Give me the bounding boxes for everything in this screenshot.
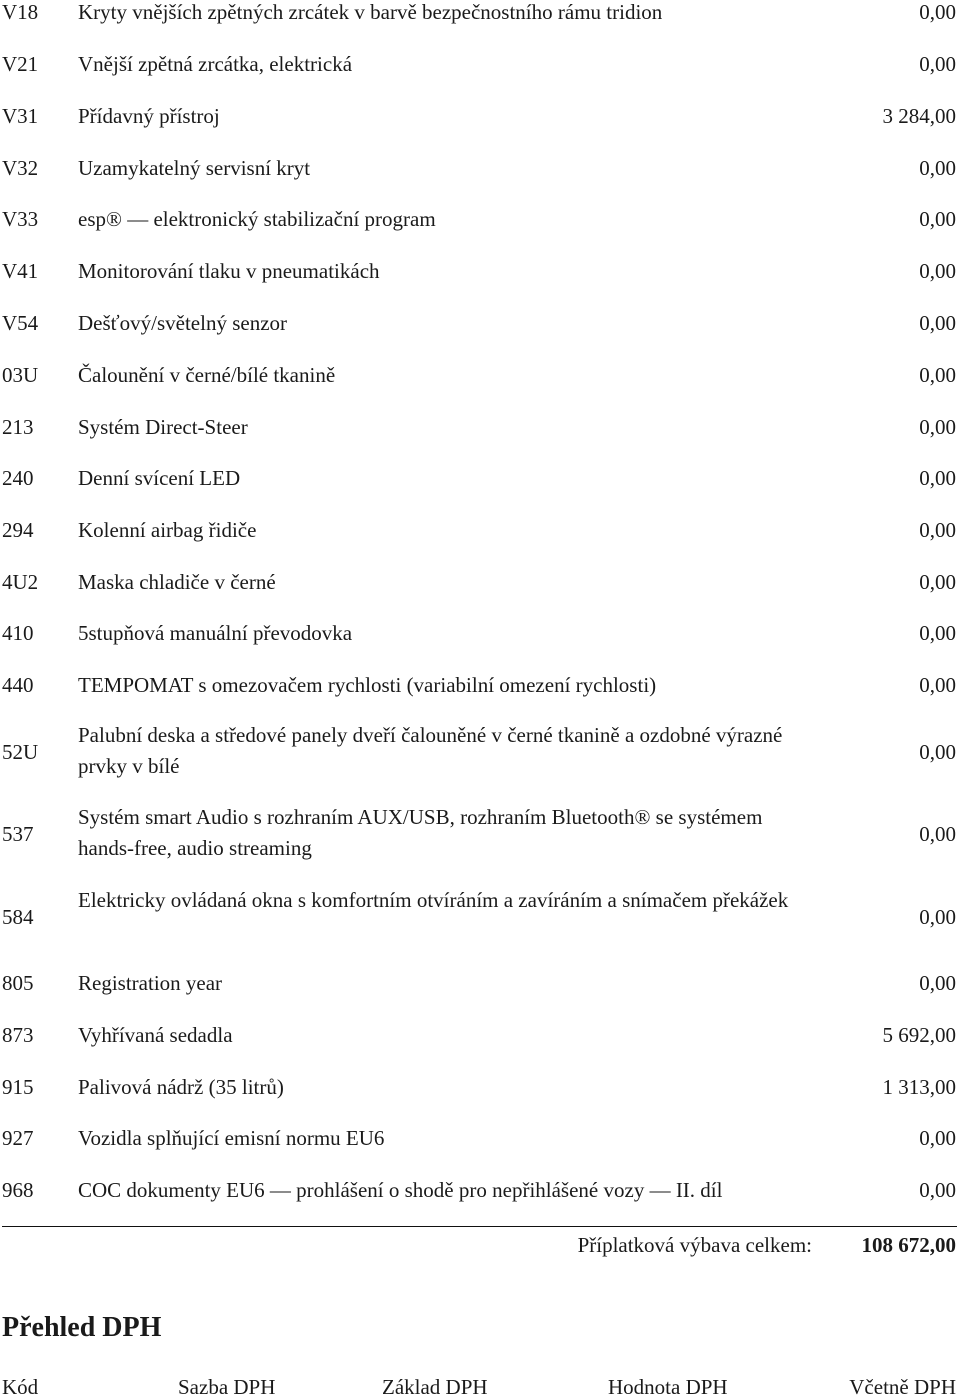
option-description: Přídavný přístroj [78,104,220,128]
option-price: 0,00 [919,466,956,490]
option-row [0,466,960,496]
option-code: V54 [2,311,39,335]
option-description: 5stupňová manuální převodovka [78,621,353,645]
option-row [0,621,960,651]
option-row [0,207,960,237]
option-description: Systém smart Audio s rozhraním AUX/USB, rozhraním Bluetooth® se systémem hands-free, audio streaming [78,805,763,860]
option-price: 0,00 [919,52,956,76]
option-row [0,52,960,82]
option-code: 927 [2,1126,34,1150]
option-price: 0,00 [919,570,956,594]
option-description: Palubní deska a středové panely dveří čalouněné v černé tkanině a ozdobné výrazné prvky v bílé [78,723,783,778]
option-code: 03U [2,363,39,387]
option-row [0,104,960,134]
option-price: 0,00 [919,311,956,335]
option-row [0,259,960,289]
option-row [0,806,960,870]
option-description: Denní svícení LED [78,466,241,490]
option-code: V31 [2,104,39,128]
option-description: TEMPOMAT s omezovačem rychlosti (variabilní omezení rychlosti) [78,673,657,697]
option-code: 584 [2,905,34,929]
option-row [0,724,960,788]
vat-header-total: Včetně DPH [849,1375,956,1399]
option-price: 0,00 [919,1178,956,1202]
option-description: Čalounění v černé/bílé tkanině [78,363,336,387]
total-divider [2,1226,957,1227]
vat-header-base: Základ DPH [382,1375,488,1399]
option-description: Uzamykatelný servisní kryt [78,156,311,180]
option-code: 915 [2,1075,34,1099]
option-row [0,363,960,393]
option-code: 537 [2,822,34,846]
vat-header-code: Kód [2,1375,39,1399]
option-description: Elektricky ovládaná okna s komfortním otvíráním a zavíráním a snímačem překážek [78,888,789,912]
option-code: 52U [2,740,39,764]
option-description: Kolenní airbag řidiče [78,518,257,542]
option-description: Maska chladiče v černé [78,570,276,594]
option-description: Vozidla splňující emisní normu EU6 [78,1126,385,1150]
option-description: Registration year [78,971,223,995]
total-value: 108 672,00 [861,1233,956,1257]
option-description: esp® — elektronický stabilizační program [78,207,436,231]
option-price: 0,00 [919,363,956,387]
option-price: 0,00 [919,259,956,283]
option-row [0,1075,960,1105]
option-row [0,518,960,548]
option-row [0,1178,960,1208]
option-price: 1 313,00 [882,1075,956,1099]
option-code: 294 [2,518,34,542]
total-label: Příplatková výbava celkem: [577,1233,812,1257]
vat-header-amount: Hodnota DPH [608,1375,728,1399]
vat-section-title: Přehled DPH [2,1312,162,1343]
option-price: 0,00 [919,905,956,929]
option-code: 873 [2,1023,34,1047]
option-price: 3 284,00 [882,104,956,128]
option-code: V21 [2,52,39,76]
option-code: V33 [2,207,39,231]
option-row [0,673,960,703]
option-description: Palivová nádrž (35 litrů) [78,1075,284,1099]
option-price: 0,00 [919,740,956,764]
option-code: 968 [2,1178,34,1202]
option-price: 0,00 [919,1126,956,1150]
option-price: 0,00 [919,156,956,180]
option-code: V41 [2,259,39,283]
option-row [0,156,960,186]
option-price: 0,00 [919,621,956,645]
option-price: 0,00 [919,415,956,439]
option-row [0,889,960,953]
option-row [0,1126,960,1156]
option-price: 0,00 [919,518,956,542]
option-code: 240 [2,466,34,490]
option-description: Dešťový/světelný senzor [78,311,288,335]
option-code: V18 [2,0,39,24]
option-description: Systém Direct-Steer [78,415,248,439]
option-price: 0,00 [919,822,956,846]
option-description: Vnější zpětná zrcátka, elektrická [78,52,353,76]
vat-header-rate: Sazba DPH [178,1375,276,1399]
option-price: 5 692,00 [882,1023,956,1047]
option-description: Vyhřívaná sedadla [78,1023,233,1047]
option-price: 0,00 [919,971,956,995]
option-description: COC dokumenty EU6 — prohlášení o shodě pro nepřihlášené vozy — II. díl [78,1178,723,1202]
option-row [0,0,960,30]
option-row [0,570,960,600]
option-code: 410 [2,621,34,645]
option-code: 805 [2,971,34,995]
option-code: 4U2 [2,570,39,594]
option-code: 440 [2,673,34,697]
option-description: Monitorování tlaku v pneumatikách [78,259,380,283]
option-row [0,415,960,445]
option-row [0,971,960,1001]
option-code: V32 [2,156,39,180]
option-row [0,311,960,341]
option-price: 0,00 [919,673,956,697]
option-price: 0,00 [919,207,956,231]
option-row [0,1023,960,1053]
option-code: 213 [2,415,34,439]
option-description: Kryty vnějších zpětných zrcátek v barvě bezpečnostního rámu tridion [78,0,663,24]
option-price: 0,00 [919,0,956,24]
